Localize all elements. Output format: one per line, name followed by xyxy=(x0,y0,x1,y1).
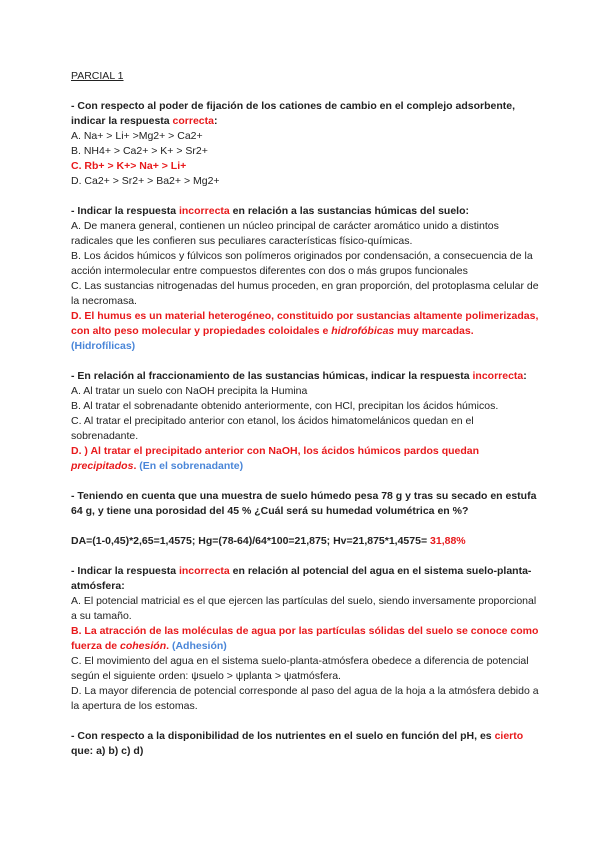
calculation xyxy=(71,534,540,549)
stem-text: - Con respecto a la disponibilidad de los nutrientes en el suelo en función del pH, es xyxy=(71,730,495,742)
option-b: B. NH4+ > Ca2+ > K+ > Sr2+ xyxy=(71,145,208,157)
correction-note: (En el sobrenadante) xyxy=(136,460,244,472)
stem-text-end: : xyxy=(214,115,218,127)
answer-text-end: . xyxy=(166,640,170,652)
option-c: C. El movimiento del agua en el sistema suelo-planta-atmósfera obedece a diferencia de potencial según el siguiente orden: ψsuelo > ψplanta > ψatmósfera. xyxy=(71,655,529,682)
question-1-stem xyxy=(71,99,540,129)
option-a: A. De manera general, contienen un núcleo principal de carácter aromático unido a distintos radicales que les confieren sus peculiares características físico-químicas. xyxy=(71,220,499,247)
stem-text-end: que: a) b) c) d) xyxy=(71,745,144,757)
document-title: PARCIAL 1 xyxy=(71,70,124,82)
stem-highlight: correcta xyxy=(172,115,214,127)
stem-highlight: incorrecta xyxy=(178,205,230,217)
question-2-stem xyxy=(71,204,540,219)
stem-text: - Indicar la respuesta xyxy=(71,205,179,217)
question-4 xyxy=(71,489,540,519)
option-d: D. Ca2+ > Sr2+ > Ba2+ > Mg2+ xyxy=(71,175,220,187)
question-1 xyxy=(71,99,540,189)
option-a: A. El potencial matricial es el que ejercen las partículas del suelo, siendo inversamente proporcional a su tamaño. xyxy=(71,595,537,622)
stem-text: - Indicar la respuesta xyxy=(71,565,179,577)
question-2 xyxy=(71,204,540,354)
stem-text: - En relación al fraccionamiento de las sustancias húmicas, indicar la respuesta xyxy=(71,370,473,382)
correction-note: (Adhesión) xyxy=(169,640,227,652)
answer-italic: hidrofóbicas xyxy=(331,325,395,337)
question-6-stem xyxy=(71,729,540,759)
stem-text-end: en relación a las sustancias húmicas del suelo: xyxy=(229,205,470,217)
stem-highlight: incorrecta xyxy=(472,370,524,382)
option-c-answer: C. Rb+ > K+> Na+ > Li+ xyxy=(71,160,187,172)
option-d-answer xyxy=(71,309,540,354)
stem-highlight: cierto xyxy=(494,730,524,742)
question-3-stem xyxy=(71,369,540,384)
answer-text: D. El humus es un material heterogéneo, constituido por sustancias altamente polimerizadas, con alto peso molecular y propiedades coloidales e xyxy=(71,310,539,337)
answer-text: D. ) Al tratar el precipitado anterior con NaOH, los ácidos húmicos pardos quedan xyxy=(71,445,480,457)
option-a: A. Na+ > Li+ >Mg2+ > Ca2+ xyxy=(71,130,203,142)
calculation-answer: 31,88% xyxy=(430,535,466,547)
option-c: C. Las sustancias nitrogenadas del humus proceden, en gran proporción, del protoplasma celular de la necromasa. xyxy=(71,280,539,307)
answer-text: B. La atracción de las moléculas de agua por las partículas sólidas del suelo se conoce como fuerza de xyxy=(71,625,539,652)
answer-text-end: . xyxy=(133,460,137,472)
calculation-text: DA=(1-0,45)*2,65=1,4575; Hg=(78-64)/64*100=21,875; Hv=21,875*1,4575= xyxy=(71,535,431,547)
stem-text-end: : xyxy=(523,370,527,382)
option-a: A. Al tratar un suelo con NaOH precipita la Humina xyxy=(71,385,308,397)
option-d: D. La mayor diferencia de potencial corresponde al paso del agua de la hoja a la atmósfera debido a la apertura de los estomas. xyxy=(71,685,539,712)
answer-italic: precipitados xyxy=(71,460,134,472)
correction-note: (Hidrofílicas) xyxy=(71,340,136,352)
answer-italic: cohesión xyxy=(120,640,167,652)
stem-highlight: incorrecta xyxy=(178,565,230,577)
question-5 xyxy=(71,564,540,714)
option-d-answer xyxy=(71,444,540,474)
stem-text-end: en relación al potencial del agua en el sistema suelo-planta-atmósfera: xyxy=(71,565,532,592)
option-b: B. Al tratar el sobrenadante obtenido anteriormente, con HCl, precipitan los ácidos húmicos. xyxy=(71,400,499,412)
question-3 xyxy=(71,369,540,474)
option-c: C. Al tratar el precipitado anterior con etanol, los ácidos himatomelánicos quedan en el sobrenadante. xyxy=(71,415,474,442)
question-6 xyxy=(71,729,540,759)
question-5-stem xyxy=(71,564,540,594)
option-b-answer xyxy=(71,624,540,654)
question-4-stem: - Teniendo en cuenta que una muestra de suelo húmedo pesa 78 g y tras su secado en estufa 64 g, y tiene una porosidad del 45 % ¿Cuál será su humedad volumétrica en %? xyxy=(71,490,537,517)
answer-text-end: muy marcadas. xyxy=(394,325,474,337)
stem-text: - Con respecto al poder de fijación de los cationes de cambio en el complejo adsorbente, indicar la respuesta xyxy=(71,100,516,127)
option-b: B. Los ácidos húmicos y fúlvicos son polímeros originados por condensación, a consecuencia de la acción intermolecular entre compuestos diferentes con dos o más grupos funcionales xyxy=(71,250,533,277)
